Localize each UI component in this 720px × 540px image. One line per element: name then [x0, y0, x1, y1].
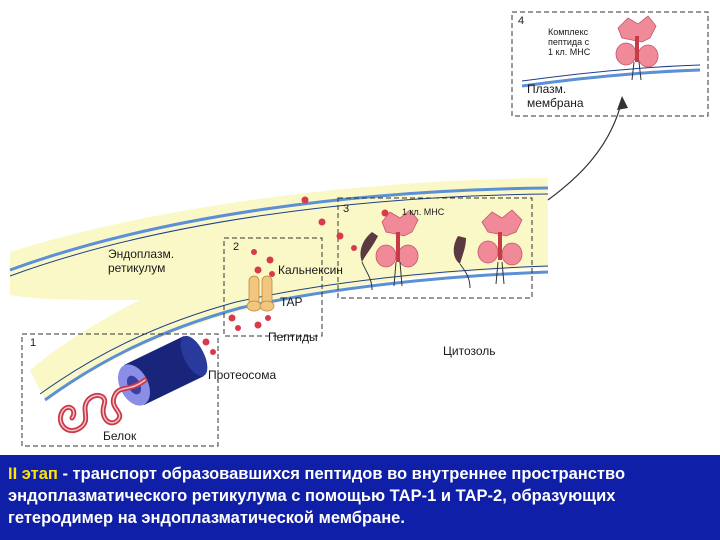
- complex-line-2: пептида с: [548, 37, 590, 47]
- plasma-membrane-line-2: мембрана: [527, 96, 584, 110]
- er-label-line-1: Эндоплазм.: [108, 247, 175, 261]
- caption-body: - транспорт образовавшихся пептидов во внутреннее пространство эндоплазматического ретикулума с помощью ТАР-1 и ТАР-2, образующих гетеродимер на эндоплазматической мембране.: [8, 465, 626, 527]
- mhc-label: 1 кл. МНС: [402, 207, 445, 217]
- er-label: [108, 247, 174, 275]
- cytosol-label: Цитозоль: [443, 344, 496, 358]
- tap-label: TAP: [280, 295, 303, 309]
- caption-stage: II этап: [8, 465, 58, 483]
- transport-arrow: [548, 100, 622, 200]
- complex-line-1: Комплекс: [548, 27, 589, 37]
- er-lumen: [10, 178, 548, 400]
- peptides-label: Пептиды: [268, 330, 318, 344]
- complex-line-3: 1 кл. МНС: [548, 47, 591, 57]
- plasma-membrane-label: [527, 82, 584, 110]
- box-3-number: 3: [343, 203, 350, 215]
- mhc-molecule-icon-3: [616, 16, 658, 80]
- complex-label: [548, 27, 590, 57]
- protein-label: Белок: [103, 429, 137, 443]
- caption-panel: [0, 455, 720, 540]
- box-1-number: 1: [30, 337, 37, 349]
- proteasome-label: Протеосома: [208, 368, 277, 382]
- box-2-number: 2: [233, 241, 240, 253]
- box-4-number: 4: [518, 15, 525, 27]
- caption-text: [8, 463, 710, 529]
- protein-strand-icon: [60, 380, 145, 431]
- plasma-membrane-line-1: Плазм.: [527, 82, 567, 96]
- calnexin-label: Кальнексин: [278, 263, 343, 277]
- er-label-line-2: ретикулум: [108, 261, 166, 275]
- arrow-head: [617, 96, 628, 110]
